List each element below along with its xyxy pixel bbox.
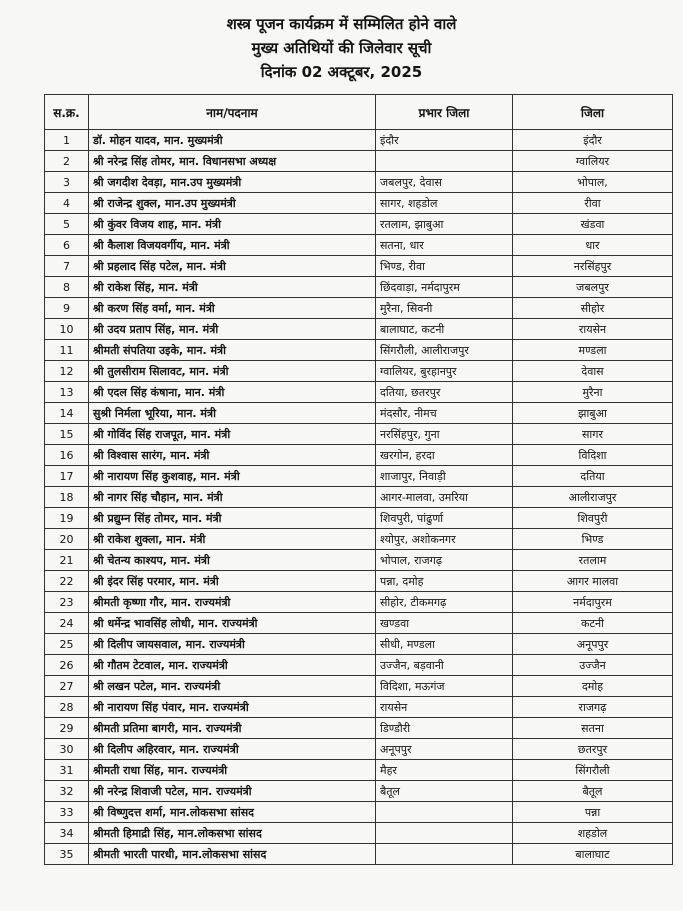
- district-cell: जबलपुर: [513, 277, 673, 298]
- district-cell: आलीराजपुर: [513, 487, 673, 508]
- district-cell: छतरपुर: [513, 739, 673, 760]
- name-cell: श्री राकेश सिंह, मान. मंत्री: [89, 277, 376, 298]
- prabhar-district-cell: आगर-मालवा, उमरिया: [376, 487, 513, 508]
- header-prabhar-district: प्रभार जिला: [376, 95, 513, 130]
- name-cell: श्री नरेन्द्र शिवाजी पटेल, मान. राज्यमंत्री: [89, 781, 376, 802]
- district-cell: उज्जैन: [513, 655, 673, 676]
- serial-cell: 11: [45, 340, 89, 361]
- prabhar-district-cell: सिंगरौली, आलीराजपुर: [376, 340, 513, 361]
- serial-cell: 3: [45, 172, 89, 193]
- district-cell: कटनी: [513, 613, 673, 634]
- table-row: [45, 193, 673, 214]
- table-row: [45, 298, 673, 319]
- district-cell: विदिशा: [513, 445, 673, 466]
- district-cell: शिवपुरी: [513, 508, 673, 529]
- prabhar-district-cell: खरगोन, हरदा: [376, 445, 513, 466]
- name-cell: श्रीमती कृष्णा गौर, मान. राज्यमंत्री: [89, 592, 376, 613]
- prabhar-district-cell: नरसिंहपुर, गुना: [376, 424, 513, 445]
- prabhar-district-cell: [376, 823, 513, 844]
- prabhar-district-cell: विदिशा, मऊगंज: [376, 676, 513, 697]
- prabhar-district-cell: सीधी, मण्डला: [376, 634, 513, 655]
- table-header-row: [45, 95, 673, 130]
- table-row: [45, 529, 673, 550]
- serial-cell: 30: [45, 739, 89, 760]
- prabhar-district-cell: खण्डवा: [376, 613, 513, 634]
- table-row: [45, 277, 673, 298]
- prabhar-district-cell: बैतूल: [376, 781, 513, 802]
- serial-cell: 22: [45, 571, 89, 592]
- name-cell: श्री नारायण सिंह कुशवाह, मान. मंत्री: [89, 466, 376, 487]
- name-cell: श्री लखन पटेल, मान. राज्यमंत्री: [89, 676, 376, 697]
- prabhar-district-cell: रतलाम, झाबुआ: [376, 214, 513, 235]
- document-header: [0, 0, 683, 94]
- name-cell: श्री राकेश शुक्ला, मान. मंत्री: [89, 529, 376, 550]
- table-row: [45, 655, 673, 676]
- serial-cell: 16: [45, 445, 89, 466]
- district-cell: बैतूल: [513, 781, 673, 802]
- guest-list-table: [44, 94, 673, 865]
- name-cell: श्री विश्वास सारंग, मान. मंत्री: [89, 445, 376, 466]
- district-cell: शहडोल: [513, 823, 673, 844]
- table-row: [45, 487, 673, 508]
- serial-cell: 5: [45, 214, 89, 235]
- serial-cell: 7: [45, 256, 89, 277]
- serial-cell: 13: [45, 382, 89, 403]
- name-cell: श्री धर्मेन्द्र भावसिंह लोधी, मान. राज्यमंत्री: [89, 613, 376, 634]
- serial-cell: 33: [45, 802, 89, 823]
- table-row: [45, 319, 673, 340]
- serial-cell: 14: [45, 403, 89, 424]
- name-cell: सुश्री निर्मला भूरिया, मान. मंत्री: [89, 403, 376, 424]
- district-cell: झाबुआ: [513, 403, 673, 424]
- name-cell: श्री गोविंद सिंह राजपूत, मान. मंत्री: [89, 424, 376, 445]
- name-cell: श्री करण सिंह वर्मा, मान. मंत्री: [89, 298, 376, 319]
- table-row: [45, 424, 673, 445]
- serial-cell: 26: [45, 655, 89, 676]
- table-row: [45, 592, 673, 613]
- serial-cell: 6: [45, 235, 89, 256]
- prabhar-district-cell: बालाघाट, कटनी: [376, 319, 513, 340]
- district-cell: नर्मदापुरम: [513, 592, 673, 613]
- table-row: [45, 781, 673, 802]
- table-row: [45, 676, 673, 697]
- name-cell: श्रीमती राधा सिंह, मान. राज्यमंत्री: [89, 760, 376, 781]
- name-cell: श्री दिलीप अहिरवार, मान. राज्यमंत्री: [89, 739, 376, 760]
- prabhar-district-cell: मैहर: [376, 760, 513, 781]
- prabhar-district-cell: रायसेन: [376, 697, 513, 718]
- table-row: [45, 340, 673, 361]
- table-row: [45, 403, 673, 424]
- table-row: [45, 550, 673, 571]
- prabhar-district-cell: सीहोर, टीकमगढ़: [376, 592, 513, 613]
- district-cell: सतना: [513, 718, 673, 739]
- district-cell: धार: [513, 235, 673, 256]
- prabhar-district-cell: शाजापुर, निवाड़ी: [376, 466, 513, 487]
- table-row: [45, 508, 673, 529]
- serial-cell: 32: [45, 781, 89, 802]
- district-cell: ग्वालियर: [513, 151, 673, 172]
- prabhar-district-cell: श्योपुर, अशोकनगर: [376, 529, 513, 550]
- prabhar-district-cell: छिंदवाड़ा, नर्मदापुरम: [376, 277, 513, 298]
- table-row: [45, 844, 673, 865]
- district-cell: दमोह: [513, 676, 673, 697]
- serial-cell: 24: [45, 613, 89, 634]
- table-row: [45, 634, 673, 655]
- district-cell: देवास: [513, 361, 673, 382]
- header-district: जिला: [513, 95, 673, 130]
- prabhar-district-cell: डिण्डौरी: [376, 718, 513, 739]
- table-row: [45, 613, 673, 634]
- name-cell: श्रीमती संपतिया उइके, मान. मंत्री: [89, 340, 376, 361]
- serial-cell: 18: [45, 487, 89, 508]
- table-row: [45, 361, 673, 382]
- name-cell: डॉ. मोहन यादव, मान. मुख्यमंत्री: [89, 130, 376, 151]
- name-cell: श्री प्रहलाद सिंह पटेल, मान. मंत्री: [89, 256, 376, 277]
- district-cell: रीवा: [513, 193, 673, 214]
- table-row: [45, 151, 673, 172]
- table-row: [45, 697, 673, 718]
- district-cell: बालाघाट: [513, 844, 673, 865]
- district-cell: खंडवा: [513, 214, 673, 235]
- header-serial-number: स.क्र.: [45, 95, 89, 130]
- district-cell: राजगढ़: [513, 697, 673, 718]
- prabhar-district-cell: उज्जैन, बड़वानी: [376, 655, 513, 676]
- name-cell: श्री कुंवर विजय शाह, मान. मंत्री: [89, 214, 376, 235]
- prabhar-district-cell: भोपाल, राजगढ़: [376, 550, 513, 571]
- prabhar-district-cell: मुरैना, सिवनी: [376, 298, 513, 319]
- serial-cell: 8: [45, 277, 89, 298]
- serial-cell: 15: [45, 424, 89, 445]
- name-cell: श्री नागर सिंह चौहान, मान. मंत्री: [89, 487, 376, 508]
- district-cell: नरसिंहपुर: [513, 256, 673, 277]
- prabhar-district-cell: जबलपुर, देवास: [376, 172, 513, 193]
- name-cell: श्री नरेन्द्र सिंह तोमर, मान. विधानसभा अध्यक्ष: [89, 151, 376, 172]
- table-row: [45, 802, 673, 823]
- serial-cell: 34: [45, 823, 89, 844]
- serial-cell: 1: [45, 130, 89, 151]
- name-cell: श्री प्रद्युम्न सिंह तोमर, मान. मंत्री: [89, 508, 376, 529]
- table-row: [45, 256, 673, 277]
- table-row: [45, 739, 673, 760]
- serial-cell: 12: [45, 361, 89, 382]
- table-row: [45, 571, 673, 592]
- table-row: [45, 235, 673, 256]
- serial-cell: 27: [45, 676, 89, 697]
- name-cell: श्री इंदर सिंह परमार, मान. मंत्री: [89, 571, 376, 592]
- prabhar-district-cell: शिवपुरी, पांढुर्णा: [376, 508, 513, 529]
- name-cell: श्रीमती प्रतिमा बागरी, मान. राज्यमंत्री: [89, 718, 376, 739]
- prabhar-district-cell: [376, 844, 513, 865]
- name-cell: श्री कैलाश विजयवर्गीय, मान. मंत्री: [89, 235, 376, 256]
- name-cell: श्री जगदीश देवड़ा, मान.उप मुख्यमंत्री: [89, 172, 376, 193]
- district-cell: रायसेन: [513, 319, 673, 340]
- table-row: [45, 466, 673, 487]
- district-cell: भिण्ड: [513, 529, 673, 550]
- prabhar-district-cell: सागर, शहडोल: [376, 193, 513, 214]
- district-cell: मुरैना: [513, 382, 673, 403]
- district-cell: सिंगरौली: [513, 760, 673, 781]
- district-cell: सीहोर: [513, 298, 673, 319]
- serial-cell: 10: [45, 319, 89, 340]
- serial-cell: 25: [45, 634, 89, 655]
- district-cell: पन्ना: [513, 802, 673, 823]
- prabhar-district-cell: भिण्ड, रीवा: [376, 256, 513, 277]
- prabhar-district-cell: पन्ना, दमोह: [376, 571, 513, 592]
- name-cell: श्री विष्णुदत्त शर्मा, मान.लोकसभा सांसद: [89, 802, 376, 823]
- name-cell: श्री नारायण सिंह पंवार, मान. राज्यमंत्री: [89, 697, 376, 718]
- header-title-line-1: शस्त्र पूजन कार्यक्रम में सम्मिलित होने वाले: [226, 15, 457, 33]
- name-cell: श्री उदय प्रताप सिंह, मान. मंत्री: [89, 319, 376, 340]
- serial-cell: 9: [45, 298, 89, 319]
- district-cell: आगर मालवा: [513, 571, 673, 592]
- table-row: [45, 823, 673, 844]
- name-cell: श्री एदल सिंह कंषाना, मान. मंत्री: [89, 382, 376, 403]
- serial-cell: 35: [45, 844, 89, 865]
- prabhar-district-cell: ग्वालियर, बुरहानपुर: [376, 361, 513, 382]
- table-row: [45, 130, 673, 151]
- header-name-designation: नाम/पदनाम: [89, 95, 376, 130]
- prabhar-district-cell: मंदसौर, नीमच: [376, 403, 513, 424]
- serial-cell: 29: [45, 718, 89, 739]
- district-cell: अनूपपुर: [513, 634, 673, 655]
- district-cell: सागर: [513, 424, 673, 445]
- serial-cell: 31: [45, 760, 89, 781]
- table-row: [45, 382, 673, 403]
- serial-cell: 21: [45, 550, 89, 571]
- table-row: [45, 718, 673, 739]
- prabhar-district-cell: [376, 802, 513, 823]
- serial-cell: 28: [45, 697, 89, 718]
- prabhar-district-cell: इंदौर: [376, 130, 513, 151]
- serial-cell: 4: [45, 193, 89, 214]
- table-row: [45, 445, 673, 466]
- serial-cell: 2: [45, 151, 89, 172]
- district-cell: मण्डला: [513, 340, 673, 361]
- name-cell: श्री चेतन्य काश्यप, मान. मंत्री: [89, 550, 376, 571]
- district-cell: दतिया: [513, 466, 673, 487]
- name-cell: श्रीमती हिमाद्री सिंह, मान.लोकसभा सांसद: [89, 823, 376, 844]
- table-row: [45, 760, 673, 781]
- serial-cell: 19: [45, 508, 89, 529]
- name-cell: श्री दिलीप जायसवाल, मान. राज्यमंत्री: [89, 634, 376, 655]
- prabhar-district-cell: दतिया, छतरपुर: [376, 382, 513, 403]
- district-cell: रतलाम: [513, 550, 673, 571]
- prabhar-district-cell: अनूपपुर: [376, 739, 513, 760]
- district-cell: भोपाल,: [513, 172, 673, 193]
- name-cell: श्री तुलसीराम सिलावट, मान. मंत्री: [89, 361, 376, 382]
- name-cell: श्रीमती भारती पारधी, मान.लोकसभा सांसद: [89, 844, 376, 865]
- name-cell: श्री राजेन्द्र शुक्ल, मान.उप मुख्यमंत्री: [89, 193, 376, 214]
- header-title-line-2: मुख्य अतिथियों की जिलेवार सूची: [251, 39, 432, 57]
- district-cell: इंदौर: [513, 130, 673, 151]
- prabhar-district-cell: सतना, धार: [376, 235, 513, 256]
- serial-cell: 23: [45, 592, 89, 613]
- serial-cell: 20: [45, 529, 89, 550]
- name-cell: श्री गौतम टेटवाल, मान. राज्यमंत्री: [89, 655, 376, 676]
- prabhar-district-cell: [376, 151, 513, 172]
- header-date-line: दिनांक 02 अक्टूबर, 2025: [260, 63, 423, 81]
- table-row: [45, 172, 673, 193]
- serial-cell: 17: [45, 466, 89, 487]
- table-row: [45, 214, 673, 235]
